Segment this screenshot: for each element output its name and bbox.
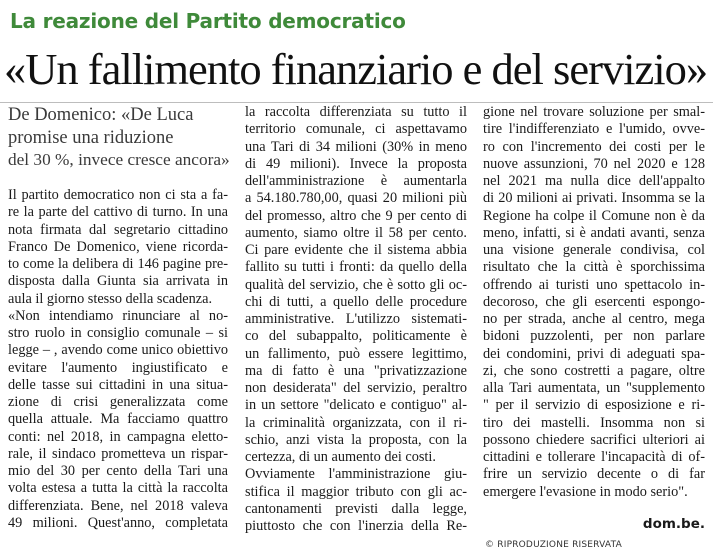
article-line: del promesso, altro che 9 per cento di	[245, 207, 467, 224]
subheadline-line: De Domenico: «De Luca	[8, 105, 194, 125]
headline: «Un fallimento finanziario e del servizio»	[4, 44, 708, 94]
article-line: cantonamenti previsti dalla legge,	[245, 500, 467, 517]
article-line: aula il giorno stesso della scadenza.	[8, 290, 213, 307]
subheadline-line: promise una riduzione	[8, 127, 174, 148]
article-line: mio del 30 per cento della Tari una	[8, 463, 228, 479]
kicker: La reazione del Partito democratico	[10, 9, 406, 33]
article-line: Ci pare evidente che il sistema abbia	[245, 242, 467, 258]
article-line: quella attuale. Ma facciamo quattro	[8, 411, 228, 428]
subheadline	[8, 104, 230, 172]
article-line: nel 2021 ma nulla dice dell'appalto	[483, 173, 705, 189]
article-line: evitare l'aumento ingiustificato e	[8, 359, 228, 376]
article-line: re la parte del cattivo di turno. In una	[8, 204, 228, 221]
article-column-2	[245, 104, 467, 535]
article-line: nuove assunzioni, 70 nel 2020 e 128	[483, 155, 705, 172]
article-line: volta estesa a tutta la città la raccolta	[8, 480, 228, 497]
article-line: in un settore "delicato e contiguo" al-	[245, 397, 467, 414]
article-line: emergere l'evasione in modo serio".	[483, 483, 688, 500]
article-line: ma di fatto è una "privatizzazione	[245, 362, 467, 379]
article-column-3	[483, 104, 705, 501]
article-line: delle tasse sui cittadini in una situa-	[8, 376, 228, 393]
article-line: zi, che sono costretti a pagare, oltre	[483, 362, 705, 379]
article-line: schio, anzi vista la proposta, con la	[245, 431, 467, 448]
article-line: legge – , avendo come unico obiettivo	[8, 342, 228, 359]
article-line: possono chiedere sacrifici ulteriori ai	[483, 431, 705, 448]
article-line: disposta dalla Giunta sia arrivata in	[8, 273, 228, 290]
article-line: di 20 milioni ai privati. Insomma se la	[483, 190, 705, 207]
article-line: Regione ha colpe il Comune non è da	[483, 207, 705, 224]
article-line: Ovviamente l'amministrazione giu-	[245, 466, 467, 483]
article-line: dei condomini, privi di adeguati spa-	[483, 345, 705, 362]
article-line: bidoni puzzolenti, per non parlare	[483, 328, 705, 345]
article-line: tire l'indifferenziato e l'umido, ovve-	[483, 121, 705, 138]
article-line: " per il servizio di esposizione e ri-	[483, 397, 705, 414]
article-line: co del subappalto, politicamente è	[245, 328, 467, 345]
article-line: una Tari di 34 milioni (30% in meno	[245, 138, 467, 155]
article-line: di 49 milioni). Invece la proposta	[245, 155, 467, 172]
article-line: territorio comunale, ci aspettavamo	[245, 121, 467, 138]
article-line: cittadini e tollerare l'incapacità di of-	[483, 449, 705, 465]
article-line: conti: nel 2018, in campagna eletto-	[8, 428, 228, 445]
article-line: rale, il sindaco prometteva un rispar-	[8, 445, 228, 462]
article-line: decoroso, che gli esercenti espongo-	[483, 293, 705, 310]
article-line: Franco De Domenico, viene ricorda-	[8, 238, 228, 255]
article-line: zione di crisi generalizzata come	[8, 394, 228, 410]
article-line: aumento, siamo oltre il 58 per cento.	[245, 224, 467, 241]
article-line: Il partito democratico non ci sta a fa-	[8, 187, 228, 203]
article-line: una visione generale condivisa, col	[483, 242, 705, 258]
article-line: gione nel trovare soluzione per smal-	[483, 104, 705, 120]
article-line: amministrative. L'utilizzo sistemati-	[245, 311, 467, 327]
header-divider	[0, 102, 713, 103]
article-line: differenziata. Bene, nel 2018 valeva	[8, 497, 228, 514]
article-line: nota firmata dal segretario cittadino	[8, 221, 228, 238]
article-line: la criminalità organizzata, con il ri-	[245, 414, 467, 431]
article-line: certezza, di un aumento dei costi.	[245, 449, 436, 465]
article-line: no per strada, anche al centro, mega	[483, 311, 705, 327]
article-line: a 54.180.780,00, quasi 20 milioni più	[245, 190, 467, 207]
article-line: un fallimento, può essere legittimo,	[245, 345, 467, 362]
article-line: offrendo ai turisti uno spettacolo in-	[483, 276, 705, 293]
subheadline-line: del 30 %, invece cresce ancora»	[8, 150, 230, 169]
article-line: non desiderata" del servizio, peraltro	[245, 380, 467, 396]
article-line: la raccolta differenziata su tutto il	[245, 104, 467, 120]
article-line: dell'amministrazione è aumentarla	[245, 173, 467, 189]
article-line: tiro dei mastelli. Insomma non si	[483, 414, 705, 431]
article-line: alla Tari aumentata, un "supplemento	[483, 380, 705, 396]
article-line: ro con l'incremento dei costi per le	[483, 138, 705, 155]
article-line: 49 milioni. Quest'anno, completata	[8, 514, 228, 531]
article-line: piuttosto che con l'inerzia della Re-	[245, 518, 467, 534]
article-line: «Non intendiamo rinunciare al no-	[8, 307, 228, 324]
article-line: risultato che la città è sporchissima	[483, 259, 705, 276]
author-signature: dom.be.	[642, 516, 705, 532]
article-column-1	[8, 187, 228, 532]
article-line: fallito su tutti i fronti: da quello della	[245, 259, 467, 276]
article-line: stro ruolo in consiglio comunale – si	[8, 325, 228, 341]
article-line: chi di tutti, a quello delle procedure	[245, 293, 467, 310]
article-line: to come la delibera di 146 pagine pre-	[8, 256, 228, 272]
article-line: meno, infatti, si è andati avanti, senza	[483, 224, 705, 241]
article-line: frire un servizio decente o di far	[483, 466, 705, 483]
copyright-notice: © RIPRODUZIONE RISERVATA	[485, 540, 622, 550]
article-line: qualità del servizio, che è sotto gli oc-	[245, 276, 467, 293]
article-line: stifica il maggior tributo con gli ac-	[245, 483, 467, 500]
